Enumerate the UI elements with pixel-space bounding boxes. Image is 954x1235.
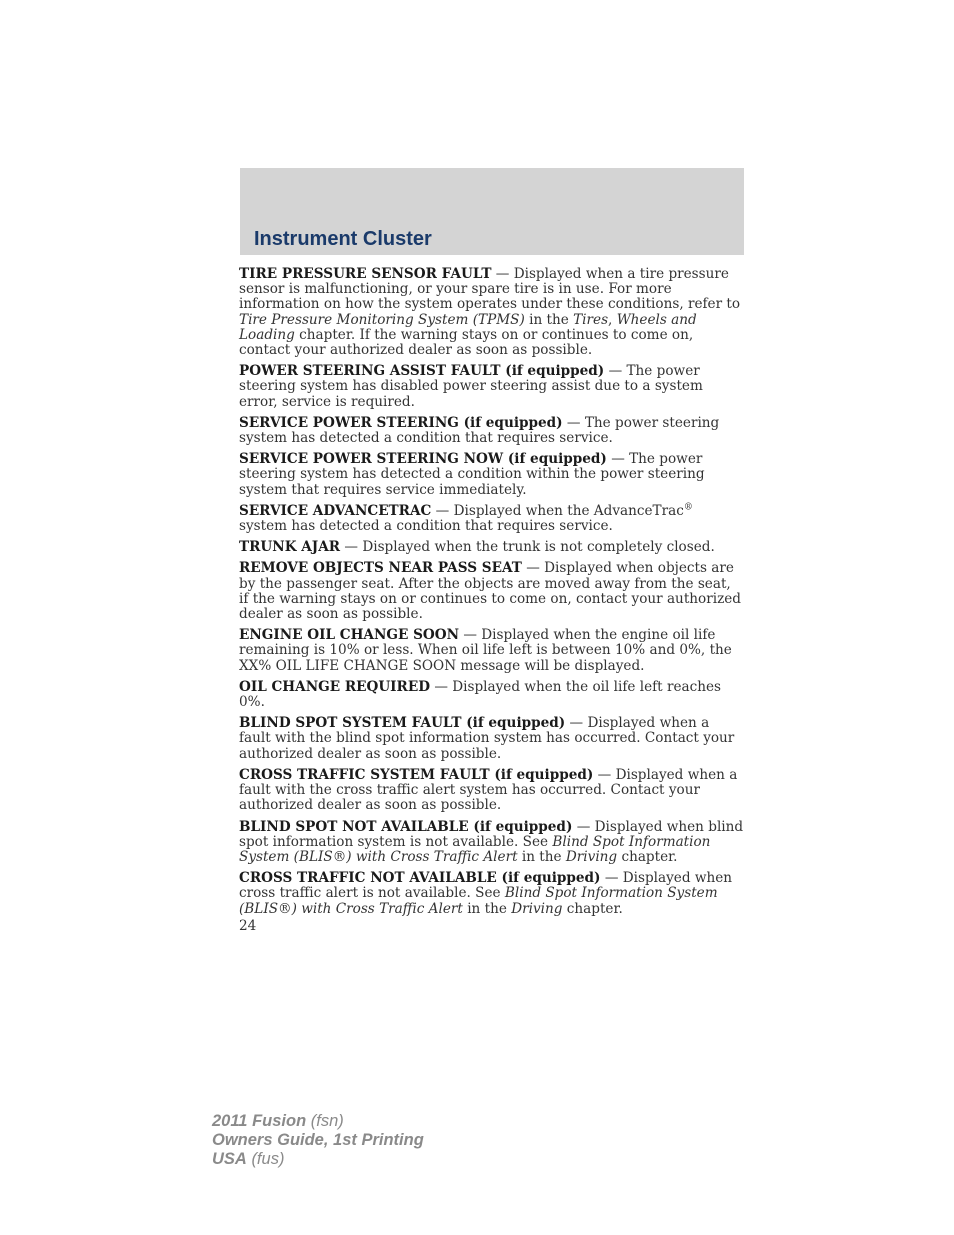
entry-term: SERVICE POWER STEERING NOW (if equipped) (239, 451, 607, 468)
footer-line-market (212, 1150, 424, 1169)
entry-text: Displayed when the trunk is not completely closed. (362, 539, 715, 556)
dash: — (434, 678, 448, 695)
section-title: Instrument Cluster (254, 228, 432, 250)
entry-term: CROSS TRAFFIC SYSTEM FAULT (if equipped) (239, 766, 594, 783)
entry-text-tail: chapter. (566, 900, 623, 917)
footer-market: USA (212, 1150, 247, 1168)
entry-text: Displayed when the AdvanceTrac (453, 502, 684, 519)
entry-term: TRUNK AJAR (239, 539, 341, 556)
entry-text-tail: system has detected a condition that requires service. (239, 518, 613, 535)
entry-text: Displayed when a fault with the cross traffic alert system has occurred. Contact your authorized dealer as soon as possible. (239, 766, 738, 814)
footer-market-code: (fus) (251, 1150, 285, 1168)
entry-text: Displayed when the engine oil life remaining is 10% or less. When oil life left is between 10% and 0%, the XX% OIL LIFE CHANGE SOON message will be displayed. (239, 627, 732, 674)
entry-reference-chapter-2: Wheels and Loading (239, 311, 697, 343)
entry-reference-chapter: Driving (511, 900, 563, 917)
section-header (240, 168, 744, 255)
dash: — (463, 627, 477, 644)
footer-model: 2011 Fusion (212, 1112, 307, 1130)
entry-term: ENGINE OIL CHANGE SOON (239, 627, 460, 644)
entry-term: OIL CHANGE REQUIRED (239, 678, 430, 695)
entry-reference: Blind Spot Information System (BLIS®) with Cross Traffic Alert (239, 833, 711, 865)
entry-text-tail: chapter. If the warning stays on or continues to come on, contact your authorized dealer as soon as possible. (239, 326, 694, 359)
dash: — (608, 363, 623, 380)
entry-term: BLIND SPOT NOT AVAILABLE (if equipped) (239, 818, 573, 835)
entry-term: REMOVE OBJECTS NEAR PASS SEAT (239, 560, 522, 577)
entry-text-tail: chapter. (621, 848, 678, 865)
dash: — (526, 560, 540, 577)
dash: — (611, 451, 625, 468)
entry-text: The power steering system has detected a condition within the power steering system that requires service immediately. (239, 451, 705, 498)
footer-model-code: (fsn) (310, 1112, 344, 1130)
entry-term: TIRE PRESSURE SENSOR FAULT (239, 266, 492, 282)
dash: — (495, 266, 510, 282)
dash: — (569, 715, 584, 732)
entry-term: SERVICE POWER STEERING (if equipped) (239, 414, 563, 431)
footer-line-guide (212, 1131, 424, 1150)
entry-tire-pressure-sensor-fault: TIRE PRESSURE SENSOR FAULT — Displayed when a tire pressure sensor is malfunctioning, or your spare tire is in use. For more information on how the system operates under these conditions, refer to Tire Pressure Monitoring System (TPMS) in the Tires, Wheels and Loading chapter. If the warning stays on or continues to come on, contact your authorized dealer as soon as possible. (239, 266, 741, 359)
entry-reference-chapter: Driving (565, 848, 618, 865)
dash: — (604, 870, 619, 887)
page-content (239, 267, 744, 934)
entry-reference: Blind Spot Information System (BLIS®) with Cross Traffic Alert (239, 885, 718, 917)
entry-trunk-ajar (239, 540, 744, 555)
dash: — (597, 766, 612, 783)
entry-text-mid: in the (467, 900, 507, 917)
entry-blind-spot-system-fault (239, 716, 744, 762)
entry-term: SERVICE ADVANCETRAC (239, 502, 432, 519)
dash: — (576, 818, 591, 835)
entry-text: Displayed when objects are by the passenger seat. After the objects are moved away from the seat, if the warning stays on or continues to come on, contact your authorized dealer as soon as possible. (239, 560, 741, 623)
entry-text: Displayed when a fault with the blind spot information system has occurred. Contact your authorized dealer as soon as possible. (239, 715, 735, 762)
entry-service-advancetrac (239, 504, 744, 534)
entry-remove-objects-near-pass-seat (239, 561, 744, 622)
entry-term: POWER STEERING ASSIST FAULT (if equipped) (239, 363, 605, 380)
page-number: 24 (239, 917, 257, 934)
dash: — (566, 414, 581, 431)
entry-reference-chapter: Tires (573, 311, 609, 328)
entry-term: BLIND SPOT SYSTEM FAULT (if equipped) (239, 715, 566, 732)
dash: — (435, 502, 450, 519)
entry-text: Displayed when the oil life left reaches 0%. (239, 678, 722, 711)
entry-text: Displayed when blind spot information system is not available. See (239, 818, 744, 850)
footer-guide: Owners Guide, 1st Printing (212, 1131, 424, 1149)
entry-text: Displayed when cross traffic alert is not available. See (239, 870, 733, 902)
entry-text: Displayed when a tire pressure sensor is malfunctioning, or your spare tire is in use. For more information on how the system operates under these conditions, refer to (239, 266, 741, 313)
registered-mark: ® (683, 502, 693, 513)
entry-text-mid: in the (521, 848, 562, 865)
entry-reference: Tire Pressure Monitoring System (TPMS) (239, 311, 525, 328)
entry-cross-traffic-not-available (239, 871, 744, 917)
entry-engine-oil-change-soon (239, 628, 744, 674)
entry-cross-traffic-system-fault (239, 768, 744, 814)
entry-service-power-steering-now (239, 452, 744, 498)
entry-power-steering-assist-fault (239, 364, 744, 410)
entry-text: The power steering system has detected a condition that requires service. (239, 414, 720, 447)
entry-term: CROSS TRAFFIC NOT AVAILABLE (if equipped) (239, 870, 601, 887)
entry-service-power-steering (239, 416, 744, 446)
entry-text: The power steering system has disabled power steering assist due to a system error, service is required. (239, 363, 703, 410)
entry-text-mid: in the (529, 311, 569, 328)
entry-blind-spot-not-available (239, 820, 744, 866)
footer-line-model (212, 1112, 424, 1131)
dash: — (344, 539, 358, 556)
document-footer (212, 1112, 424, 1169)
entry-oil-change-required (239, 680, 744, 710)
